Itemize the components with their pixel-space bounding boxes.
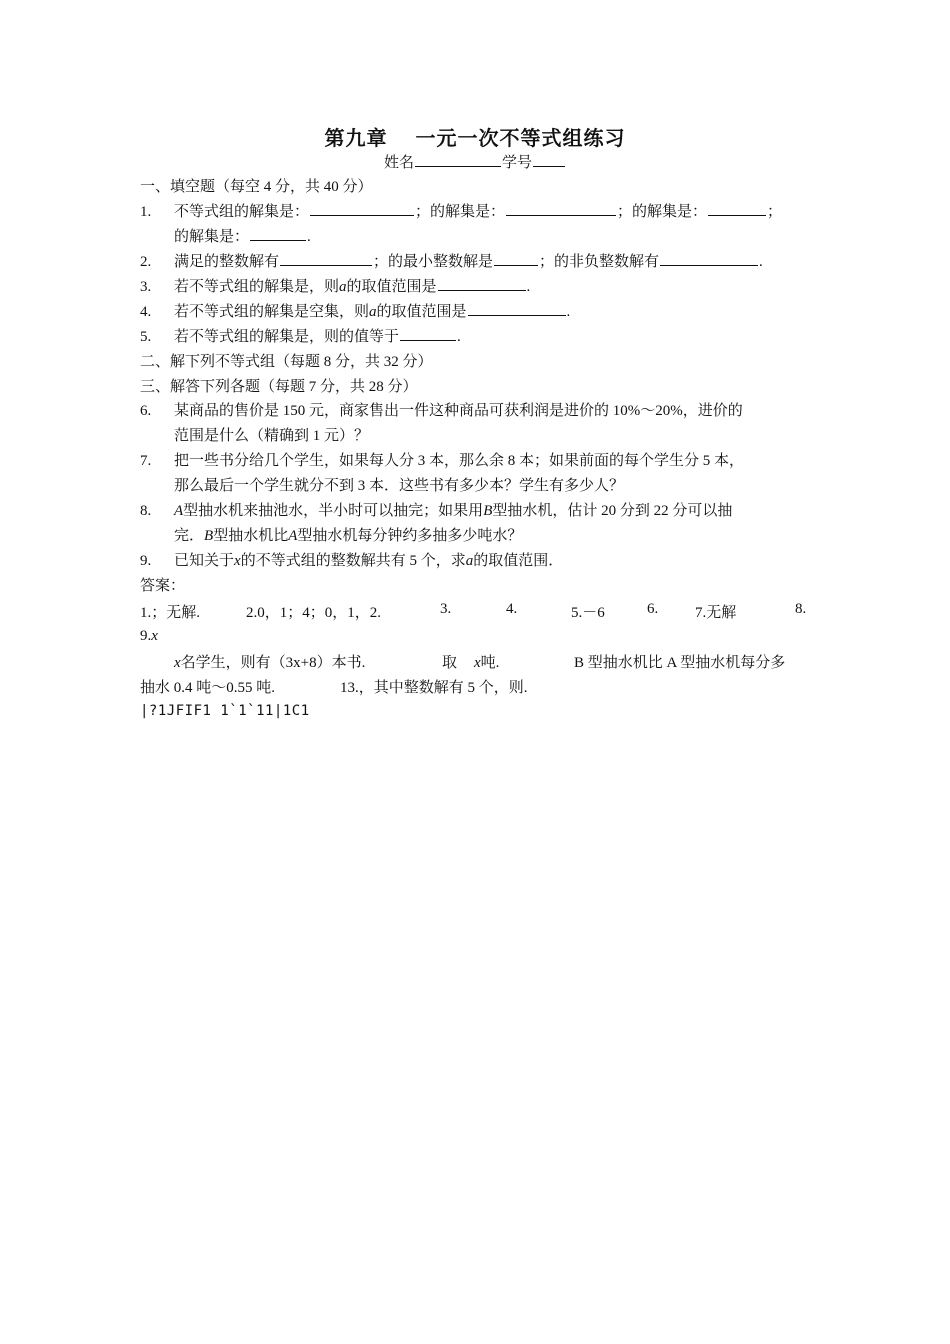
answer-6: 6. xyxy=(647,601,659,617)
answer-8-take: 取 xyxy=(442,655,458,671)
id-label: 学号 xyxy=(502,155,533,171)
title-chapter: 第九章 xyxy=(324,126,388,150)
q3-blank[interactable] xyxy=(438,276,526,291)
question-6: 6. 某商品的售价是 150 元，商家售出一件这种商品可获利润是进价的 10%～20%，进价的 xyxy=(140,403,743,419)
question-3: 3. 若不等式组的解集是，则a的取值范围是 . xyxy=(140,276,530,297)
name-id-line xyxy=(0,151,950,172)
question-1: 1. 不等式组的解集是： ；的解集是： ；的解集是： ； xyxy=(140,201,782,222)
question-8: 8. A型抽水机来抽池水，半小时可以抽完；如果用B型抽水机，估计 20 分到 22 分可以抽 xyxy=(140,503,733,519)
q4-blank[interactable] xyxy=(468,301,566,316)
q1-blank-2[interactable] xyxy=(506,201,616,216)
page-title xyxy=(0,122,950,151)
section-3-heading: 三、解答下列各题（每题 7 分，共 28 分） xyxy=(140,377,418,395)
title-topic: 一元一次不等式组练习 xyxy=(415,126,626,150)
q2-blank-3[interactable] xyxy=(660,251,758,266)
question-7-line-2: 那么最后一个学生就分不到 3 本．这些书有多少本？学生有多少人？ xyxy=(174,478,625,494)
answer-2: 2.0，1；4；0，1，2. xyxy=(246,605,382,621)
question-6-line-2: 范围是什么（精确到 1 元）？ xyxy=(174,428,370,444)
question-7: 7. 把一些书分给几个学生，如果每人分 3 本，那么余 8 本；如果前面的每个学生分 5 本， xyxy=(140,453,745,469)
q2-blank-1[interactable] xyxy=(280,251,372,266)
section-1-heading: 一、填空题（每空 4 分，共 40 分） xyxy=(140,177,373,195)
question-8-line-2: 完．B型抽水机比A型抽水机每分钟约多抽多少吨水？ xyxy=(174,528,523,544)
answer-3: 3. xyxy=(440,601,452,617)
answer-8-range: 抽水 0.4 吨～0.55 吨. xyxy=(140,680,276,696)
question-9: 9. 已知关于x的不等式组的整数解共有 5 个，求a的取值范围． xyxy=(140,553,564,569)
q5-blank[interactable] xyxy=(400,326,456,341)
answer-4: 4. xyxy=(506,601,518,617)
answer-7: 7.无解 xyxy=(695,605,737,621)
id-blank[interactable] xyxy=(533,152,565,167)
answers-heading: 答案： xyxy=(140,578,186,594)
section-2-heading: 二、解下列不等式组（每题 8 分，共 32 分） xyxy=(140,352,433,370)
answer-8-detail: B 型抽水机比 A 型抽水机每分多 xyxy=(574,655,786,671)
q1-blank-1[interactable] xyxy=(310,201,414,216)
question-4: 4. 若不等式组的解集是空集，则a的取值范围是 . xyxy=(140,301,570,322)
garbled-text: |?1JFIF1 1`1`11|1C1 xyxy=(140,703,310,719)
answer-1: 1.；无解. xyxy=(140,605,201,621)
name-label: 姓名 xyxy=(383,155,414,171)
answer-5: 5.－6 xyxy=(571,605,605,621)
answer-7-detail: x名学生，则有（3x+8）本书. xyxy=(174,655,366,671)
answers-row-2: 9.x xyxy=(140,628,158,644)
answer-13: 13.，其中整数解有 5 个，则. xyxy=(340,680,528,696)
question-5: 5. 若不等式组的解集是，则的值等于 . xyxy=(140,326,461,347)
question-1-line-2: 的解集是： . xyxy=(174,226,311,247)
name-blank[interactable] xyxy=(415,152,501,167)
q1-blank-4[interactable] xyxy=(250,226,306,241)
answer-8: 8. xyxy=(795,601,807,617)
answer-8-unit: x吨. xyxy=(474,655,500,671)
question-2: 2. 满足的整数解有 ；的最小整数解是 ；的非负整数解有 . xyxy=(140,251,763,272)
q1-blank-3[interactable] xyxy=(708,201,766,216)
q2-blank-2[interactable] xyxy=(494,251,538,266)
